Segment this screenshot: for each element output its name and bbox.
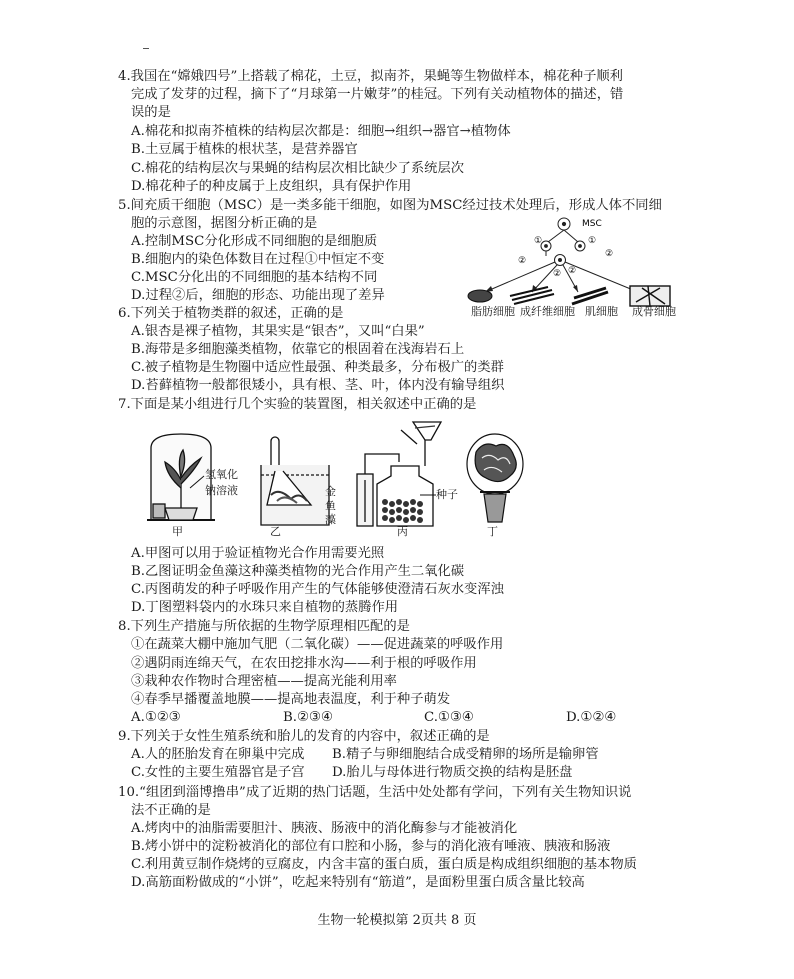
q10-option-c: C.利用黄豆制作烧烤的豆腐皮，内含丰富的蛋白质，蛋白质是构成组织细胞的基本物质	[131, 857, 637, 872]
q5-stem-line-1: 5.间充质干细胞（MSC）是一类多能干细胞，如图为MSC经过技术处理后，形成人体不同细	[118, 198, 662, 213]
msc-label: MSC	[582, 219, 602, 229]
q5-option-d: D.过程②后，细胞的形态、功能出现了差异	[131, 288, 385, 303]
fat-cell-label: 脂肪细胞	[471, 305, 515, 318]
q10-stem-line-1: 10.“组团到淄博撸串”成了近期的热门话题，生活中处处都有学问，下列有关生物知识说	[118, 785, 632, 800]
q4-option-d: D.棉花种子的种皮属于上皮组织，具有保护作用	[131, 179, 412, 194]
q4-option-b: B.土豆属于植株的根状茎，是营养器官	[131, 142, 358, 157]
q7-option-a: A.甲图可以用于验证植物光合作用需要光照	[131, 546, 385, 561]
q8-option-b: B.②③④	[283, 710, 333, 725]
osteocyte-shape	[630, 286, 670, 306]
naoh-label-1: 氢氧化	[205, 468, 238, 481]
fat-cell-shape	[468, 290, 492, 302]
fibroblast-shape	[510, 287, 554, 304]
q4-stem-line-3: 误的是	[131, 105, 171, 120]
msc-differentiation-figure	[460, 212, 690, 312]
fibroblast-label: 成纤维细胞	[520, 305, 575, 318]
naoh-leader-line	[190, 470, 210, 490]
osteocyte-label: 成骨细胞	[632, 305, 676, 318]
apparatus-yi	[257, 435, 333, 530]
q5-stem-line-2: 胞的示意图，据图分析正确的是	[131, 216, 318, 231]
q5-option-b: B.细胞内的染色体数目在过程①中恒定不变	[131, 252, 385, 267]
q6-option-d: D.苔藓植物一般都很矮小，具有根、茎、叶，体内没有输导组织	[131, 378, 505, 393]
q6-option-b: B.海带是多细胞藻类植物，依靠它的根固着在浅海岩石上	[131, 342, 465, 357]
q8-option-c: C.①③④	[424, 710, 474, 725]
seed-label: 种子	[436, 488, 458, 501]
q10-option-d: D.高筋面粉做成的“小饼”，吃起来特别有“筋道”，是面粉里蛋白质含量比较高	[131, 875, 585, 890]
q7-option-d: D.丁图塑料袋内的水珠只来自植物的蒸腾作用	[131, 600, 399, 615]
q8-item-4: ④春季早播覆盖地膜——提高地表温度，利于种子萌发	[131, 692, 451, 707]
q9-option-b: B.精子与卵细胞结合成受精卵的场所是输卵管	[332, 747, 599, 762]
q8-option-d: D.①②④	[566, 710, 617, 725]
q5-option-c: C.MSC分化出的不同细胞的基本结构不同	[131, 270, 378, 285]
q4-option-c: C.棉花的结构层次与果蝇的结构层次相比缺少了系统层次	[131, 161, 465, 176]
q4-stem-line-2: 完成了发芽的过程，摘下了“月球第一片嫩芽”的桂冠。下列有关动植物体的描述，错	[131, 87, 624, 102]
q9-stem: 9.下列关于女性生殖系统和胎儿的发育的内容中，叙述正确的是	[118, 729, 490, 744]
scan-mark	[143, 48, 149, 49]
muscle-cell-label: 肌细胞	[585, 305, 618, 318]
figure-label-ding: 丁	[487, 525, 498, 538]
step-2-mark-mid: ②	[553, 269, 562, 279]
apparatus-ding	[462, 432, 528, 532]
naoh-label-2: 钠溶液	[205, 484, 238, 497]
q9-option-a: A.人的胚胎发育在卵巢中完成	[131, 747, 305, 762]
q6-stem: 6.下列关于植物类群的叙述，正确的是	[118, 306, 344, 321]
q4-stem-line-1: 4.我国在“嫦娥四号”上搭载了棉花，土豆，拟南芥，果蝇等生物做样本，棉花种子顺利	[118, 69, 623, 84]
seed-leader-line	[420, 492, 438, 498]
q7-stem: 7.下面是某小组进行几个实验的装置图，相关叙述中正确的是	[118, 397, 477, 412]
q10-option-b: B.烤小饼中的淀粉被消化的部位有口腔和小肠，参与的消化液有唾液、胰液和肠液	[131, 839, 611, 854]
step-2-mark-mid2: ②	[568, 266, 577, 276]
page-footer: 生物一轮模拟第 2页共 8 页	[317, 913, 477, 928]
q8-option-a: A.①②③	[131, 710, 181, 725]
figure-label-jia: 甲	[172, 525, 183, 538]
q8-item-3: ③栽种农作物时合理密植——提高光能利用率	[131, 674, 397, 689]
q9-option-c: C.女性的主要生殖器官是子宫	[131, 765, 305, 780]
figure-label-bing: 丙	[397, 525, 408, 538]
q6-option-c: C.被子植物是生物圈中适应性最强、种类最多，分布极广的类群	[131, 360, 504, 375]
q8-item-1: ①在蔬菜大棚中施加气肥（二氧化碳）——促进蔬菜的呼吸作用	[131, 637, 504, 652]
q5-option-a: A.控制MSC分化形成不同细胞的是细胞质	[131, 234, 378, 249]
apparatus-bing	[355, 418, 455, 530]
goldfish-algae-label-3: 藻	[325, 513, 336, 526]
step-1-mark-right: ①	[588, 236, 597, 246]
step-1-mark: ①	[534, 236, 543, 246]
goldfish-algae-label-1: 金	[325, 485, 336, 498]
q6-option-a: A.银杏是裸子植物，其果实是“银杏”，又叫“白果”	[131, 324, 425, 339]
q8-item-2: ②遇阴雨连绵天气，在农田挖排水沟——利于根的呼吸作用	[131, 656, 477, 671]
figure-label-yi: 乙	[270, 525, 281, 538]
step-2-mark-left: ②	[518, 256, 527, 266]
q9-option-d: D.胎儿与母体进行物质交换的结构是胚盘	[332, 765, 573, 780]
q7-option-c: C.丙图萌发的种子呼吸作用产生的气体能够使澄清石灰水变浑浊	[131, 582, 504, 597]
q8-stem: 8.下列生产措施与所依据的生物学原理相匹配的是	[118, 619, 410, 634]
step-2-mark-right: ②	[605, 249, 614, 259]
q7-option-b: B.乙图证明金鱼藻这种藻类植物的光合作用产生二氧化碳	[131, 564, 465, 579]
q10-option-a: A.烤肉中的油脂需要胆汁、胰液、肠液中的消化酶参与才能被消化	[131, 821, 518, 836]
q4-option-a: A.棉花和拟南芥植株的结构层次都是：细胞→组织→器官→植物体	[131, 124, 511, 139]
goldfish-algae-label-2: 鱼	[325, 499, 336, 512]
q10-stem-line-2: 法不正确的是	[131, 803, 211, 818]
